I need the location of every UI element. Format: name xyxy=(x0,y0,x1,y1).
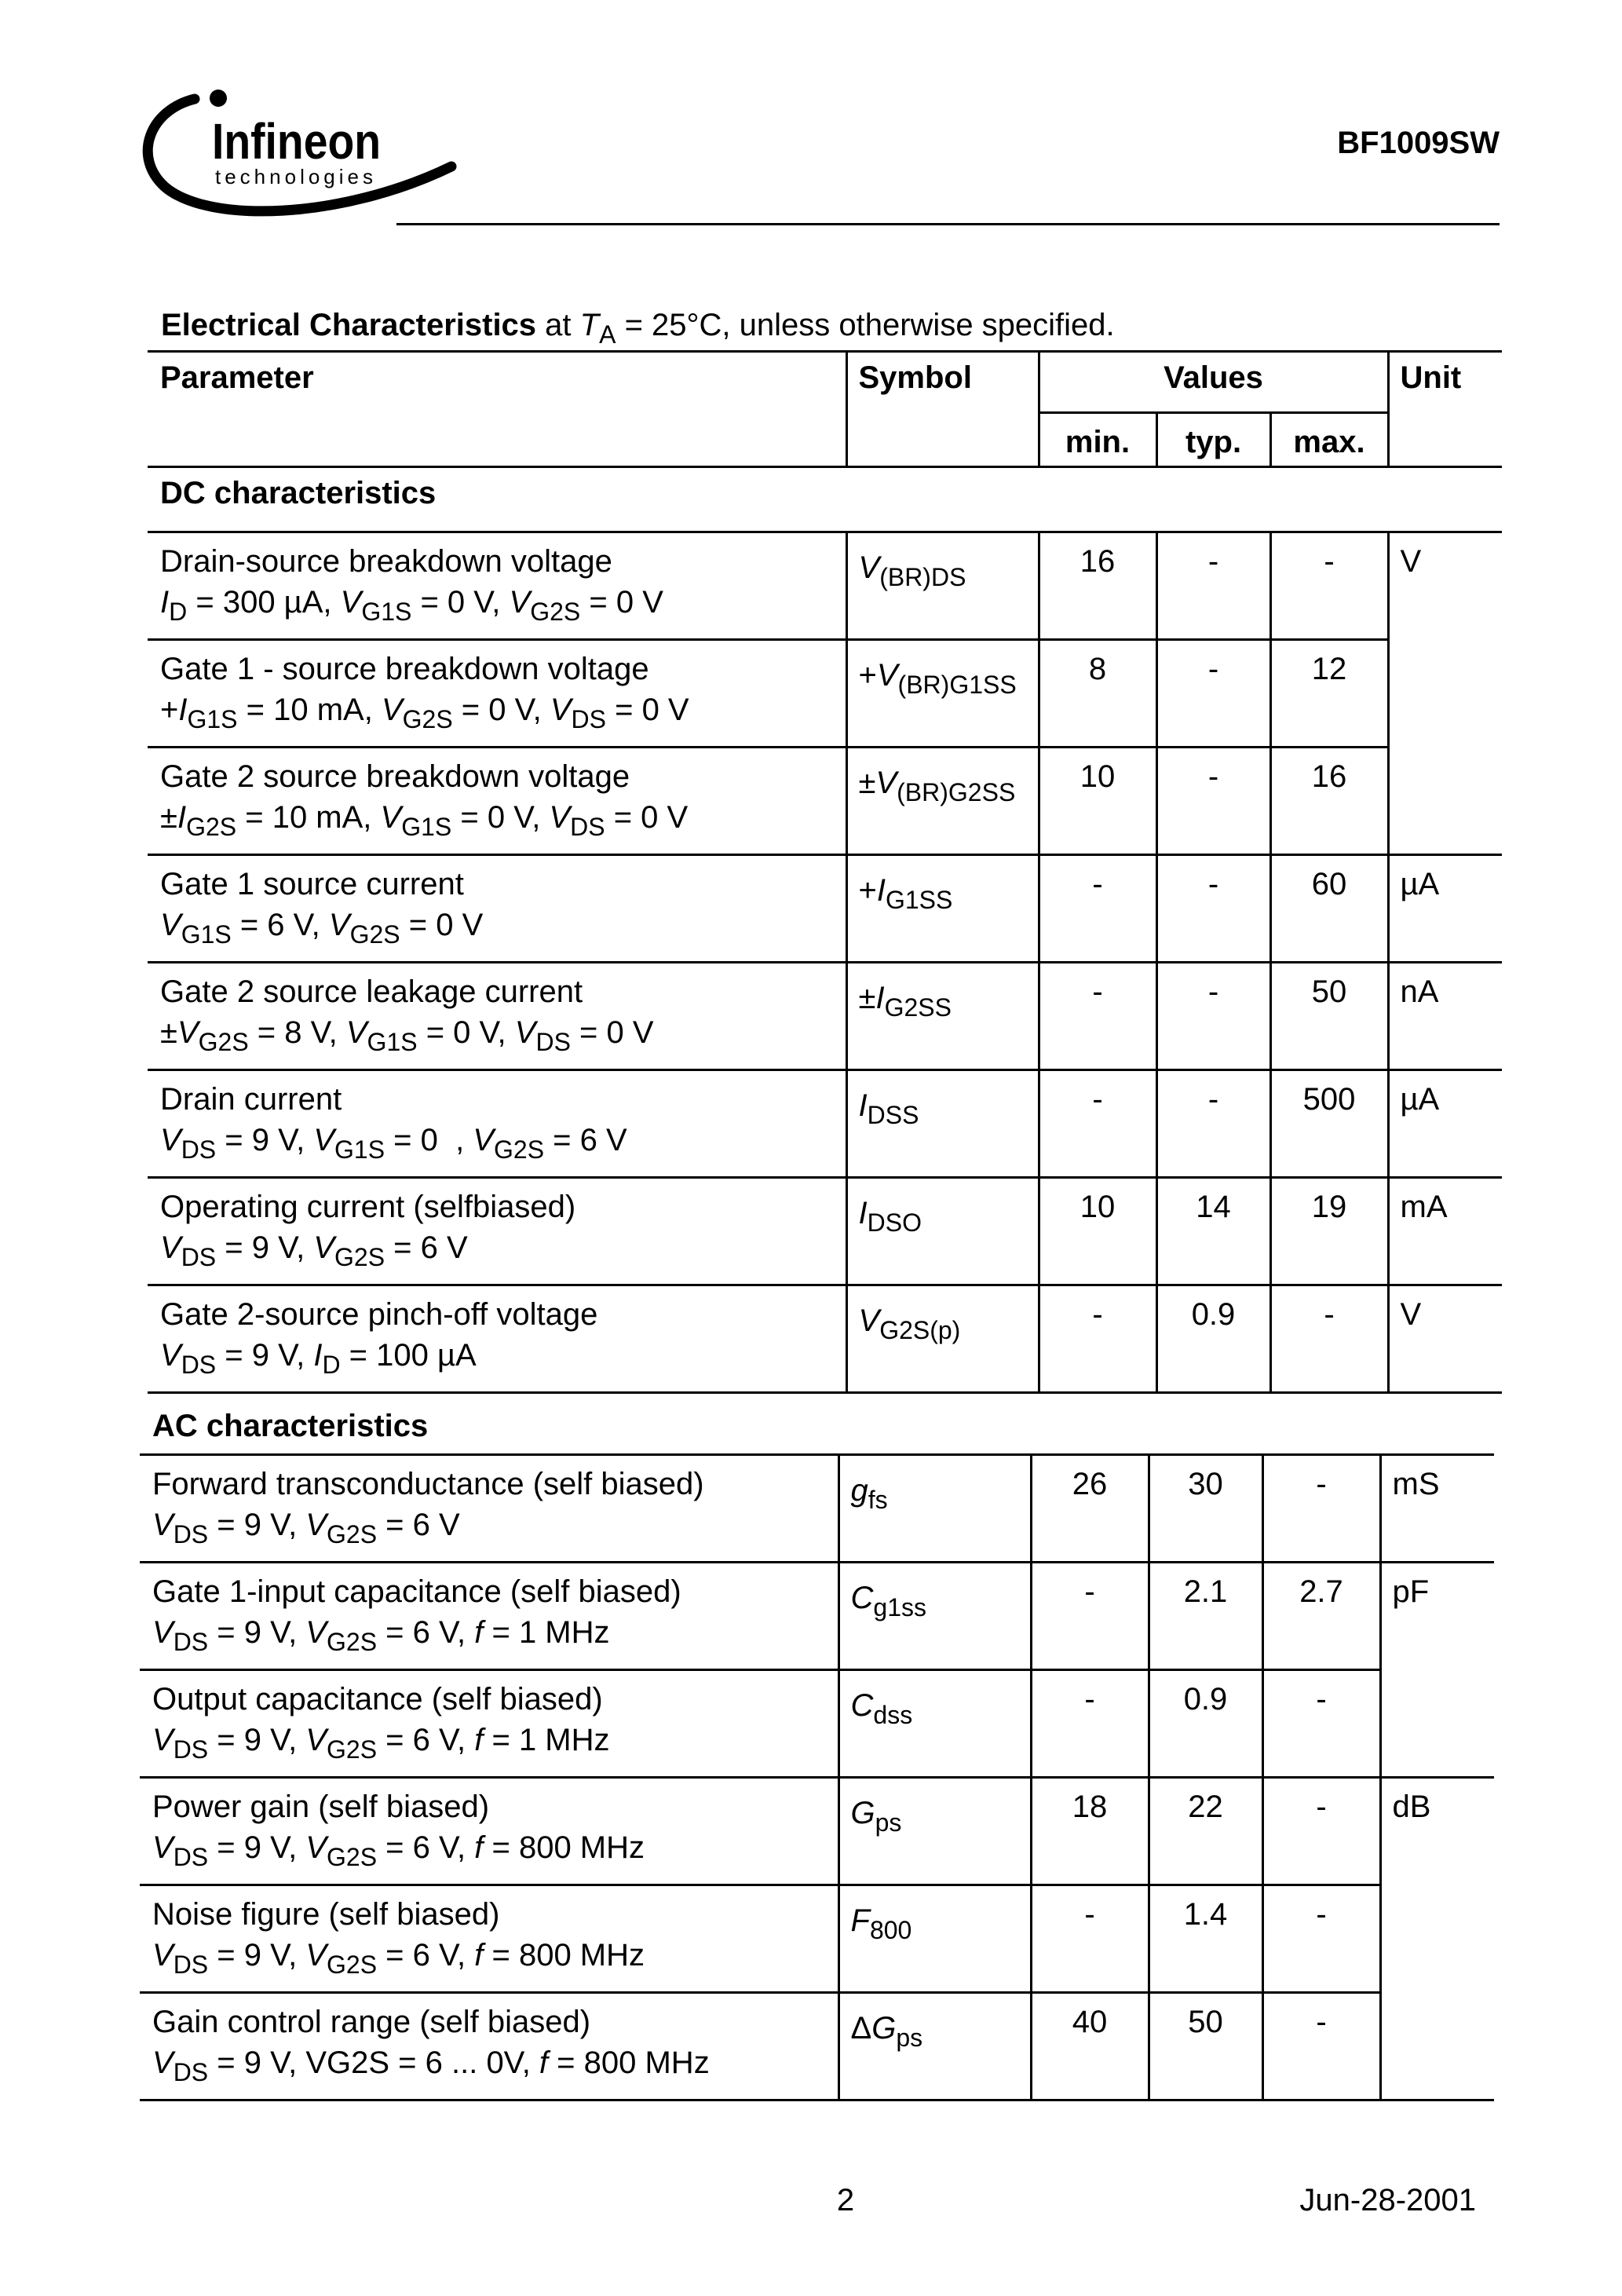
max-cell: 50 xyxy=(1270,963,1388,1070)
header-values: Values xyxy=(1039,352,1388,413)
ac-section-title: AC characteristics xyxy=(152,1409,429,1443)
table-row: Gate 2-source pinch-off voltage $V_{DS} = 9$ V, $I_D = 100$ µA xyxy=(148,1285,846,1393)
table-row: Operating current (selfbiased) $V_{DS} = 9$ V, $V_{G2S} = 6$ V xyxy=(148,1178,846,1285)
symbol-cell: $+I_{G1SS}$ xyxy=(846,855,1039,963)
max-cell: - xyxy=(1262,1669,1380,1777)
unit-cell: pF xyxy=(1380,1562,1494,1777)
brand-name: Infineon xyxy=(212,113,381,170)
max-cell: - xyxy=(1262,1777,1380,1885)
dc-characteristics-table xyxy=(148,350,1502,1394)
typ-cell: 22 xyxy=(1149,1777,1262,1885)
unit-cell: nA xyxy=(1388,963,1502,1070)
min-cell: 16 xyxy=(1039,532,1156,640)
symbol-cell: $F_{800}$ xyxy=(838,1885,1031,1992)
max-cell: - xyxy=(1270,1285,1388,1393)
symbol-cell: $V_{G2S(p)}$ xyxy=(846,1285,1039,1393)
typ-cell: - xyxy=(1156,855,1270,963)
table-row: Drain current $V_{DS} = 9$ V, $V_{G1S} = 0$ , $V_{G2S} = 6$ V xyxy=(148,1070,846,1178)
min-cell: - xyxy=(1031,1885,1149,1992)
header-parameter: Parameter xyxy=(148,352,846,413)
max-cell: - xyxy=(1262,1454,1380,1562)
table-row: Gate 1-input capacitance (self biased) $V_{DS} = 9$ V, $V_{G2S} = 6$ V, f = 1 MHz xyxy=(140,1562,838,1669)
typ-cell: 2.1 xyxy=(1149,1562,1262,1669)
table-row: Gate 2 source breakdown voltage $\pm I_{G2S} = 10$ mA, $V_{G1S} = 0$ V, $V_{DS} = 0$ V xyxy=(148,748,846,855)
unit-cell: V xyxy=(1388,532,1502,855)
symbol-cell: $\pm I_{G2SS}$ xyxy=(846,963,1039,1070)
header-symbol: Symbol xyxy=(846,352,1039,467)
brand-sub: technologies xyxy=(215,165,377,188)
table-row: Forward transconductance (self biased) $V_{DS} = 9$ V, $V_{G2S} = 6$ V xyxy=(140,1454,838,1562)
min-cell: 10 xyxy=(1039,748,1156,855)
ac-characteristics-table xyxy=(140,1382,1494,2101)
max-cell: 60 xyxy=(1270,855,1388,963)
dc-section-title: DC characteristics xyxy=(148,467,1502,532)
typ-cell: - xyxy=(1156,640,1270,748)
table-row: Gate 1 - source breakdown voltage $+I_{G1S} = 10$ mA, $V_{G2S} = 0$ V, $V_{DS} = 0$ V xyxy=(148,640,846,748)
max-cell: 2.7 xyxy=(1262,1562,1380,1669)
min-cell: - xyxy=(1039,1070,1156,1178)
symbol-cell: $I_{DSS}$ xyxy=(846,1070,1039,1178)
min-cell: - xyxy=(1039,855,1156,963)
min-cell: - xyxy=(1031,1562,1149,1669)
table-row: Gate 2 source leakage current $\pm V_{G2S} = 8$ V, $V_{G1S} = 0$ V, $V_{DS} = 0$ V xyxy=(148,963,846,1070)
table-row: Power gain (self biased) $V_{DS} = 9$ V, $V_{G2S} = 6$ V, f = 800 MHz xyxy=(140,1777,838,1885)
min-cell: 10 xyxy=(1039,1178,1156,1285)
header-unit: Unit xyxy=(1388,352,1502,467)
symbol-cell: $g_{fs}$ xyxy=(838,1454,1031,1562)
table-row: Drain-source breakdown voltage $I_D = 300$ µA, $V_{G1S} = 0$ V, $V_{G2S} = 0$ V xyxy=(148,532,846,640)
typ-cell: 0.9 xyxy=(1149,1669,1262,1777)
header-rule xyxy=(396,223,1500,225)
min-cell: - xyxy=(1039,1285,1156,1393)
table-caption: Electrical Characteristics at $T_A = 25^\circ C$, unless otherwise specified. xyxy=(161,308,1115,349)
symbol-cell: $\pm V_{(BR)G2SS}$ xyxy=(846,748,1039,855)
table-row: Gate 1 source current $V_{G1S} = 6$ V, $V_{G2S} = 0$ V xyxy=(148,855,846,963)
symbol-cell: $C_{dss}$ xyxy=(838,1669,1031,1777)
max-cell: 500 xyxy=(1270,1070,1388,1178)
symbol-cell: $+V_{(BR)G1SS}$ xyxy=(846,640,1039,748)
max-cell: - xyxy=(1262,1992,1380,2100)
symbol-cell: $I_{DSO}$ xyxy=(846,1178,1039,1285)
header-max: max. xyxy=(1270,412,1388,467)
typ-cell: - xyxy=(1156,748,1270,855)
typ-cell: - xyxy=(1156,963,1270,1070)
max-cell: 19 xyxy=(1270,1178,1388,1285)
max-cell: 12 xyxy=(1270,640,1388,748)
min-cell: - xyxy=(1039,963,1156,1070)
max-cell: 16 xyxy=(1270,748,1388,855)
unit-cell: dB xyxy=(1380,1777,1494,2100)
typ-cell: 1.4 xyxy=(1149,1885,1262,1992)
header-typ: typ. xyxy=(1156,412,1270,467)
unit-cell: µA xyxy=(1388,855,1502,963)
symbol-cell: $V_{(BR)DS}$ xyxy=(846,532,1039,640)
part-number: BF1009SW xyxy=(1337,126,1500,160)
document-date: Jun-28-2001 xyxy=(1299,2183,1476,2217)
typ-cell: 0.9 xyxy=(1156,1285,1270,1393)
typ-cell: 30 xyxy=(1149,1454,1262,1562)
table-row: Gain control range (self biased) $V_{DS} = 9$ V, VG2S = 6 ... 0V, f = 800 MHz xyxy=(140,1992,838,2100)
min-cell: 18 xyxy=(1031,1777,1149,1885)
min-cell: 40 xyxy=(1031,1992,1149,2100)
max-cell: - xyxy=(1262,1885,1380,1992)
table-row: Output capacitance (self biased) $V_{DS} = 9$ V, $V_{G2S} = 6$ V, f = 1 MHz xyxy=(140,1669,838,1777)
symbol-cell: $G_{ps}$ xyxy=(838,1777,1031,1885)
table-row: Noise figure (self biased) $V_{DS} = 9$ V, $V_{G2S} = 6$ V, f = 800 MHz xyxy=(140,1885,838,1992)
header-min: min. xyxy=(1039,412,1156,467)
unit-cell: µA xyxy=(1388,1070,1502,1178)
page-number: 2 xyxy=(836,2183,855,2217)
max-cell: - xyxy=(1270,532,1388,640)
min-cell: - xyxy=(1031,1669,1149,1777)
typ-cell: - xyxy=(1156,1070,1270,1178)
unit-cell: mA xyxy=(1388,1178,1502,1285)
unit-cell: mS xyxy=(1380,1454,1494,1562)
min-cell: 26 xyxy=(1031,1454,1149,1562)
symbol-cell: $C_{g1ss}$ xyxy=(838,1562,1031,1669)
typ-cell: - xyxy=(1156,532,1270,640)
min-cell: 8 xyxy=(1039,640,1156,748)
infineon-logo-swoosh xyxy=(133,79,463,236)
typ-cell: 50 xyxy=(1149,1992,1262,2100)
infineon-logo xyxy=(133,79,463,236)
typ-cell: 14 xyxy=(1156,1178,1270,1285)
symbol-cell: $\Delta G_{ps}$ xyxy=(838,1992,1031,2100)
unit-cell: V xyxy=(1388,1285,1502,1393)
